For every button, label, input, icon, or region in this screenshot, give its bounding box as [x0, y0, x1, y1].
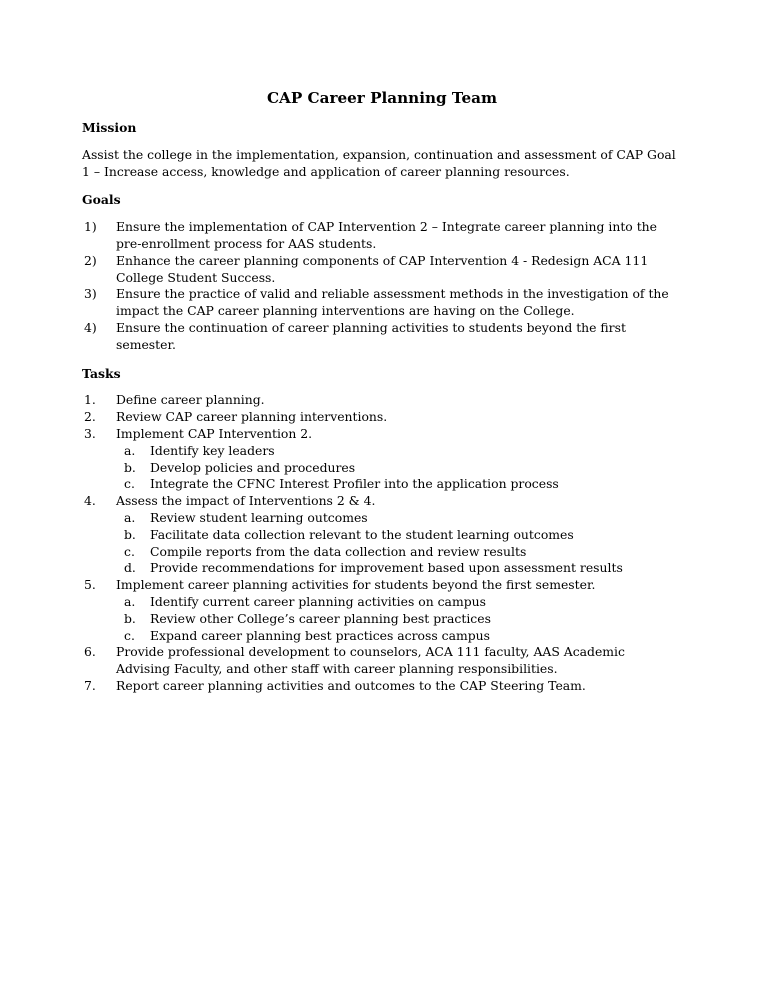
goals-heading: Goals [82, 192, 121, 208]
task-text: Implement career planning activities for students beyond the first semester. [116, 577, 596, 593]
goal-number: 1) [84, 219, 97, 235]
subtask-letter: b. [124, 610, 136, 626]
task-item [82, 644, 682, 678]
task-number: 7. [84, 677, 96, 693]
subtask-text: Integrate the CFNC Interest Profiler into the application process [150, 476, 559, 492]
task-number: 4. [84, 493, 96, 509]
task-3-subtasks [82, 443, 682, 493]
subtask-text: Identify current career planning activities on campus [150, 593, 486, 609]
task-item [82, 392, 682, 409]
subtask-letter: d. [124, 560, 136, 576]
subtask-letter: c. [124, 627, 135, 643]
tasks-heading: Tasks [82, 365, 121, 381]
task-item [82, 409, 682, 426]
task-item [82, 426, 682, 443]
mission-text: Assist the college in the implementation, expansion, continuation and assessment of CAP Goal 1 – Increase access, knowledge and application of career planning resources. [82, 146, 676, 179]
goal-number: 3) [84, 286, 97, 302]
subtask-letter: a. [124, 593, 136, 609]
goal-text: Ensure the practice of valid and reliable assessment methods in the investigation of the impact the CAP career planning interventions are having on the College. [116, 286, 669, 319]
subtask-item [124, 443, 682, 460]
subtask-item [124, 460, 682, 477]
subtask-text: Identify key leaders [150, 442, 275, 458]
subtask-text: Expand career planning best practices across campus [150, 627, 490, 643]
subtask-text: Review other College’s career planning best practices [150, 610, 491, 626]
goal-number: 4) [84, 319, 97, 335]
goal-number: 2) [84, 252, 97, 268]
subtask-text: Provide recommendations for improvement based upon assessment results [150, 560, 623, 576]
task-number: 6. [84, 644, 96, 660]
goal-text: Enhance the career planning components of CAP Intervention 4 - Redesign ACA 111 College Student Success. [116, 252, 649, 285]
task-text: Review CAP career planning interventions. [116, 409, 388, 425]
document-title: CAP Career Planning Team [266, 89, 498, 107]
subtask-text: Review student learning outcomes [150, 509, 368, 525]
subtask-item [124, 628, 682, 645]
subtask-item [124, 527, 682, 544]
goal-text: Ensure the continuation of career planning activities to students beyond the first semester. [116, 319, 626, 352]
task-number: 2. [84, 409, 96, 425]
goal-text: Ensure the implementation of CAP Intervention 2 – Integrate career planning into the pre-enrollment process for AAS students. [116, 219, 657, 251]
subtask-letter: c. [124, 476, 135, 492]
mission-heading: Mission [82, 120, 137, 135]
document-content [82, 88, 682, 707]
subtask-letter: a. [124, 442, 136, 458]
subtask-text: Facilitate data collection relevant to the student learning outcomes [150, 526, 574, 542]
goals-list [82, 219, 682, 353]
subtask-letter: c. [124, 543, 135, 559]
task-text: Report career planning activities and outcomes to the CAP Steering Team. [116, 677, 586, 693]
task-item [82, 678, 682, 695]
goal-item [82, 286, 682, 320]
task-item [82, 493, 682, 510]
task-5-subtasks [82, 594, 682, 644]
goal-item [82, 320, 682, 354]
task-number: 5. [84, 577, 96, 593]
task-text: Assess the impact of Interventions 2 & 4. [116, 493, 376, 509]
goal-item [82, 253, 682, 287]
subtask-text: Develop policies and procedures [150, 459, 356, 475]
task-text: Implement CAP Intervention 2. [116, 425, 313, 441]
tasks-list [82, 392, 682, 694]
task-number: 1. [84, 392, 96, 408]
subtask-item [124, 476, 682, 493]
subtask-text: Compile reports from the data collection and review results [150, 543, 527, 559]
subtask-letter: b. [124, 459, 136, 475]
subtask-item [124, 560, 682, 577]
subtask-letter: a. [124, 509, 136, 525]
subtask-letter: b. [124, 526, 136, 542]
subtask-item [124, 594, 682, 611]
task-4-subtasks [82, 510, 682, 577]
task-number: 3. [84, 425, 96, 441]
task-text: Provide professional development to counselors, ACA 111 faculty, AAS Academic Advising Faculty, and other staff with career planning responsibilities. [116, 644, 625, 677]
subtask-item [124, 544, 682, 561]
goal-item [82, 219, 682, 253]
subtask-item [124, 510, 682, 527]
task-item [82, 577, 682, 594]
subtask-item [124, 611, 682, 628]
task-text: Define career planning. [116, 392, 265, 408]
